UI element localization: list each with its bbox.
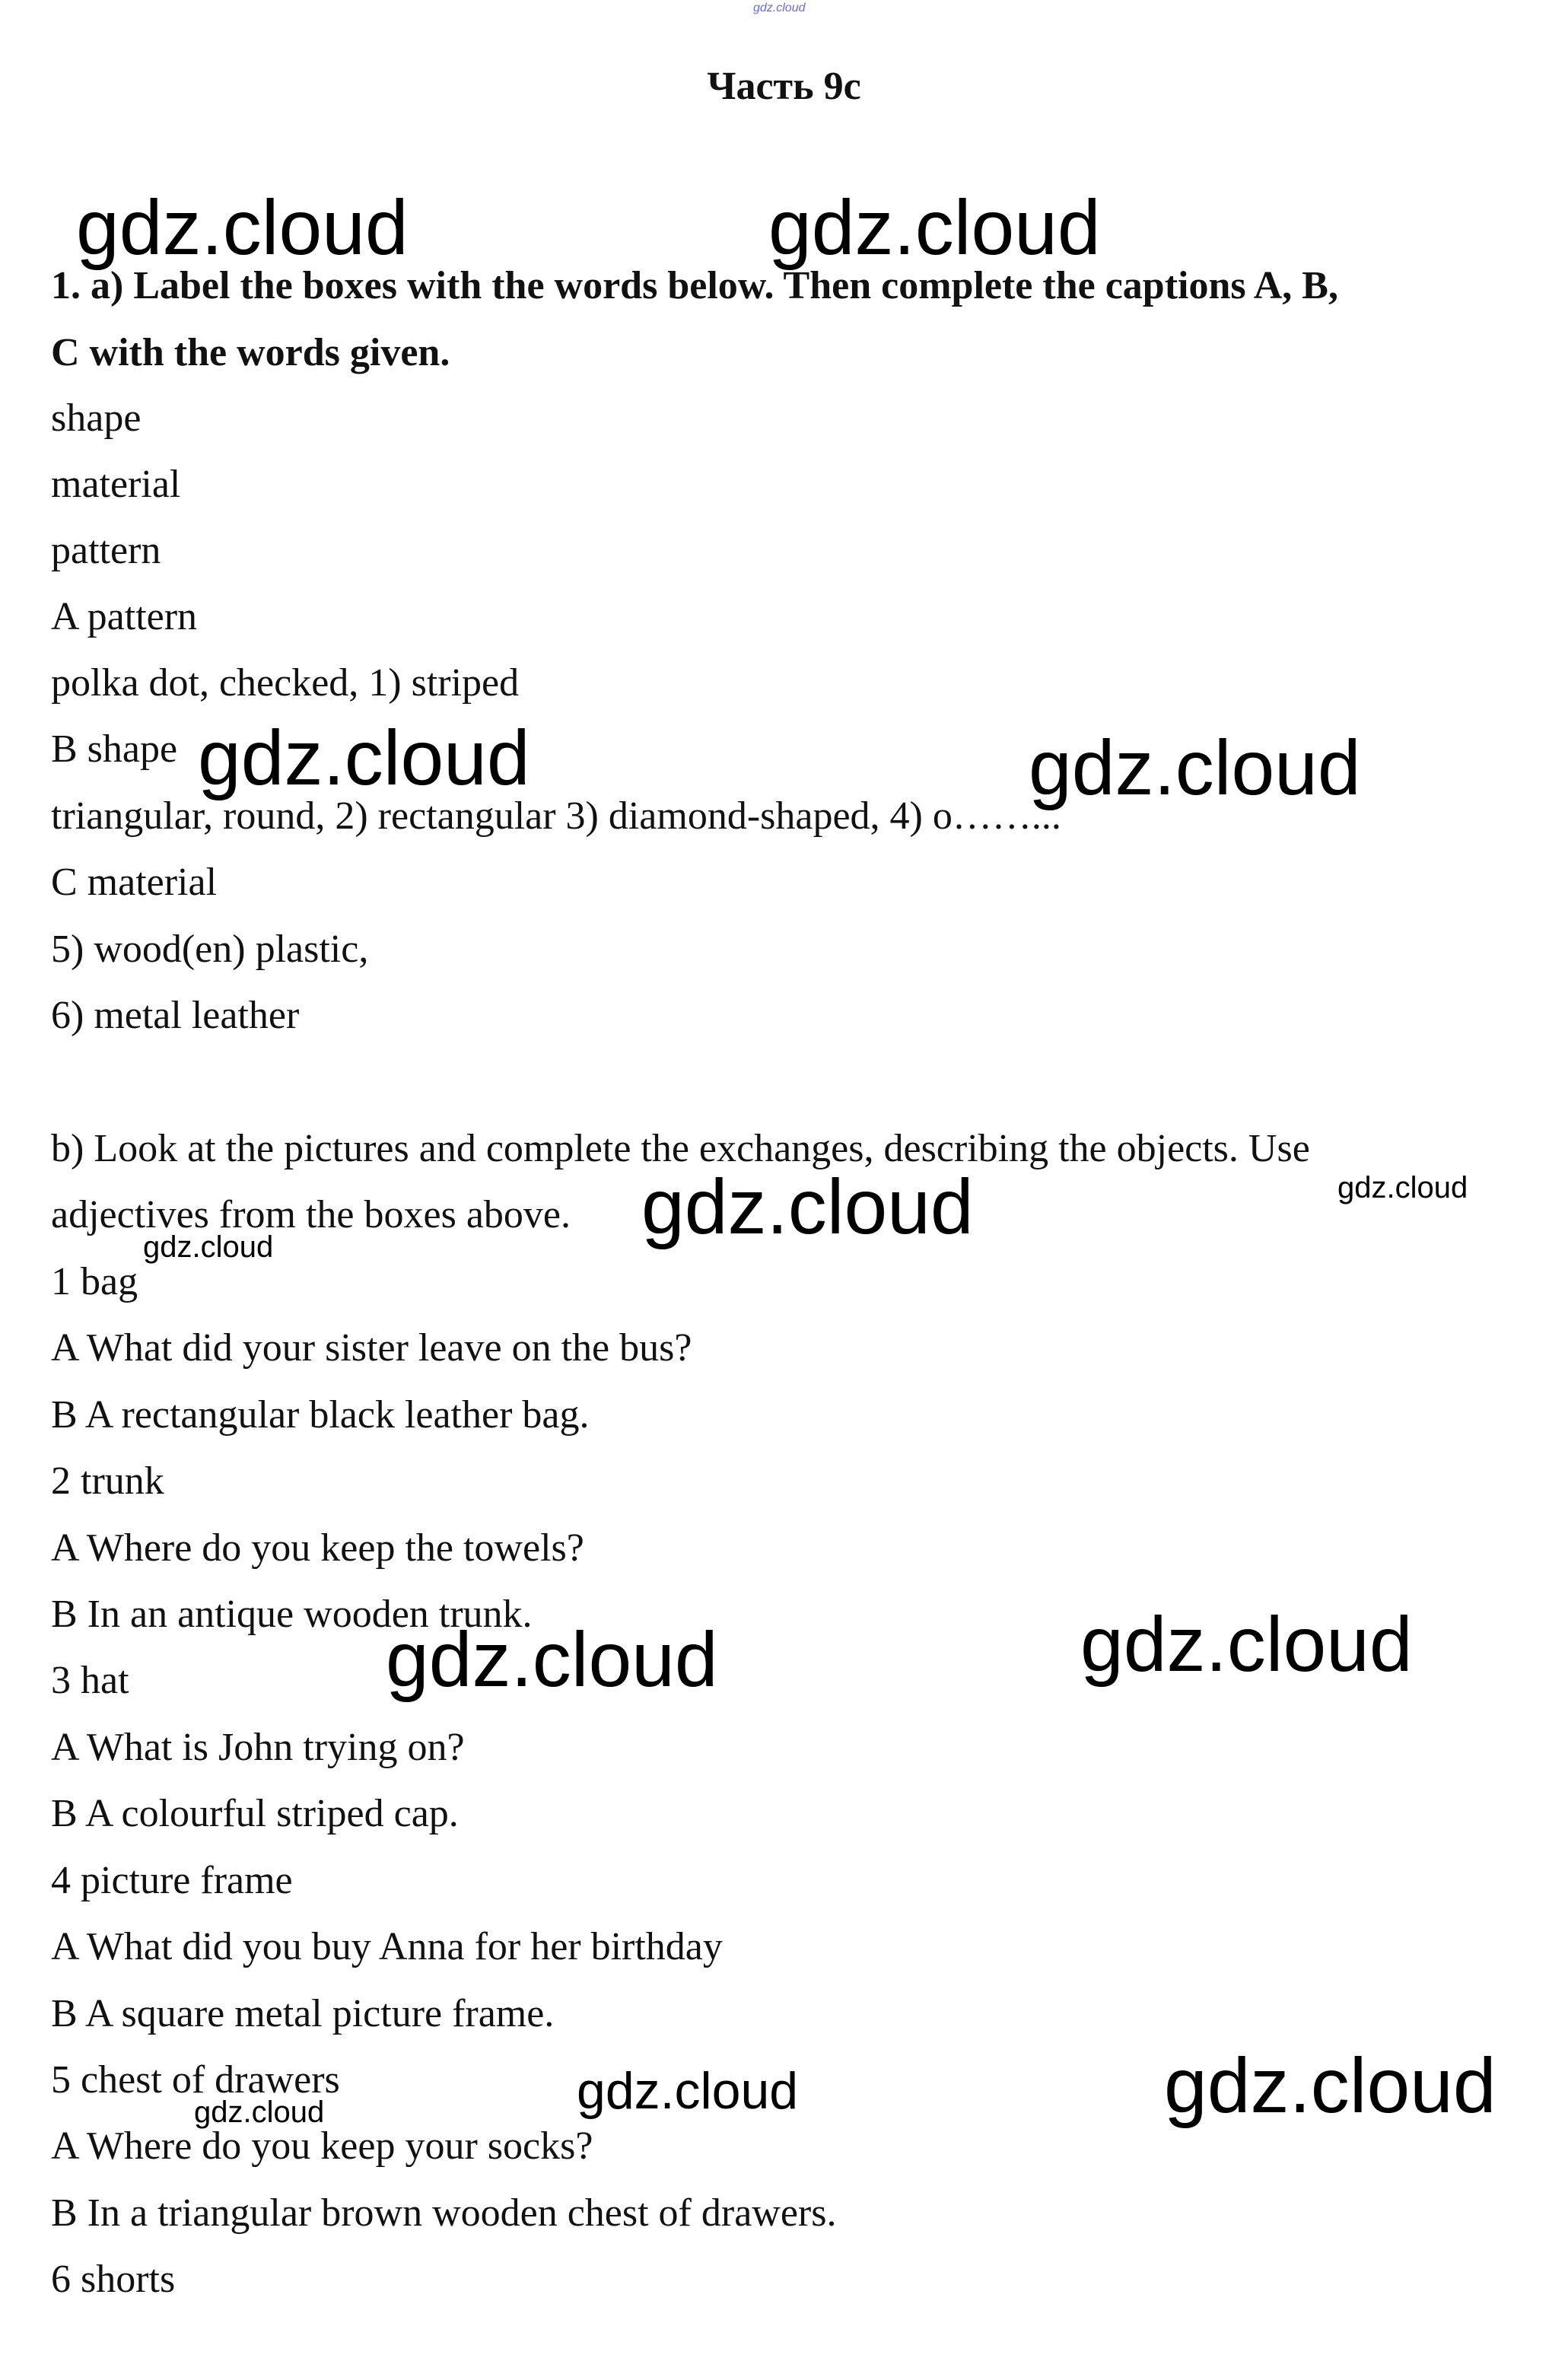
- exchange-question-4: A What did you buy Anna for her birthday: [51, 1925, 723, 1968]
- task1b-instruction-line2: adjectives from the boxes above.: [51, 1193, 571, 1236]
- page-title: Часть 9с: [707, 65, 861, 108]
- box-c-content-line2: 6) metal leather: [51, 994, 300, 1037]
- watermark: gdz.cloud: [386, 1616, 718, 1703]
- exchange-item-4: 4 picture frame: [51, 1859, 293, 1902]
- box-b-label: B shape: [51, 727, 178, 771]
- box-b-content: triangular, round, 2) rectangular 3) diamond-shaped, 4) o……...: [51, 794, 1061, 838]
- watermark: gdz.cloud: [76, 184, 409, 271]
- watermark: gdz.cloud: [768, 184, 1101, 271]
- task1a-instruction-line1: 1. a) Label the boxes with the words below. Then complete the captions A, B,: [51, 264, 1338, 307]
- watermark: gdz.cloud: [641, 1163, 974, 1250]
- watermark: gdz.cloud: [577, 2062, 799, 2120]
- exchange-item-5: 5 chest of drawers: [51, 2058, 340, 2102]
- exchange-answer-2: B In an antique wooden trunk.: [51, 1593, 533, 1636]
- watermark: gdz.cloud: [194, 2095, 325, 2129]
- exchange-question-3: A What is John trying on?: [51, 1726, 465, 1769]
- task1a-instruction-line2: C with the words given.: [51, 331, 450, 374]
- word-material: material: [51, 463, 181, 506]
- watermark: gdz.cloud: [1164, 2042, 1496, 2129]
- watermark: gdz.cloud: [1080, 1601, 1413, 1688]
- exchange-answer-4: B A square metal picture frame.: [51, 1992, 555, 2035]
- box-a-content: polka dot, checked, 1) striped: [51, 661, 520, 705]
- exchange-answer-5: B In a triangular brown wooden chest of drawers.: [51, 2191, 837, 2235]
- exchange-question-1: A What did your sister leave on the bus?: [51, 1326, 692, 1370]
- box-c-label: C material: [51, 861, 218, 904]
- exchange-item-2: 2 trunk: [51, 1459, 164, 1503]
- exchange-item-6: 6 shorts: [51, 2258, 176, 2301]
- exchange-answer-1: B A rectangular black leather bag.: [51, 1393, 590, 1437]
- watermark: gdz.cloud: [1337, 1171, 1468, 1204]
- top-watermark: gdz.cloud: [753, 2, 806, 14]
- exchange-question-2: A Where do you keep the towels?: [51, 1526, 584, 1570]
- watermark: gdz.cloud: [198, 714, 530, 801]
- exchange-answer-3: B A colourful striped cap.: [51, 1792, 459, 1835]
- box-a-label: A pattern: [51, 595, 198, 638]
- exchange-question-5: A Where do you keep your socks?: [51, 2124, 593, 2168]
- word-shape: shape: [51, 396, 142, 440]
- exchange-item-1: 1 bag: [51, 1260, 138, 1303]
- exchange-item-3: 3 hat: [51, 1659, 129, 1702]
- watermark: gdz.cloud: [1029, 724, 1361, 811]
- task1b-instruction-line1: b) Look at the pictures and complete the exchanges, describing the objects. Use: [51, 1127, 1310, 1170]
- word-pattern: pattern: [51, 529, 161, 572]
- box-c-content-line1: 5) wood(en) plastic,: [51, 928, 369, 971]
- watermark: gdz.cloud: [143, 1230, 274, 1264]
